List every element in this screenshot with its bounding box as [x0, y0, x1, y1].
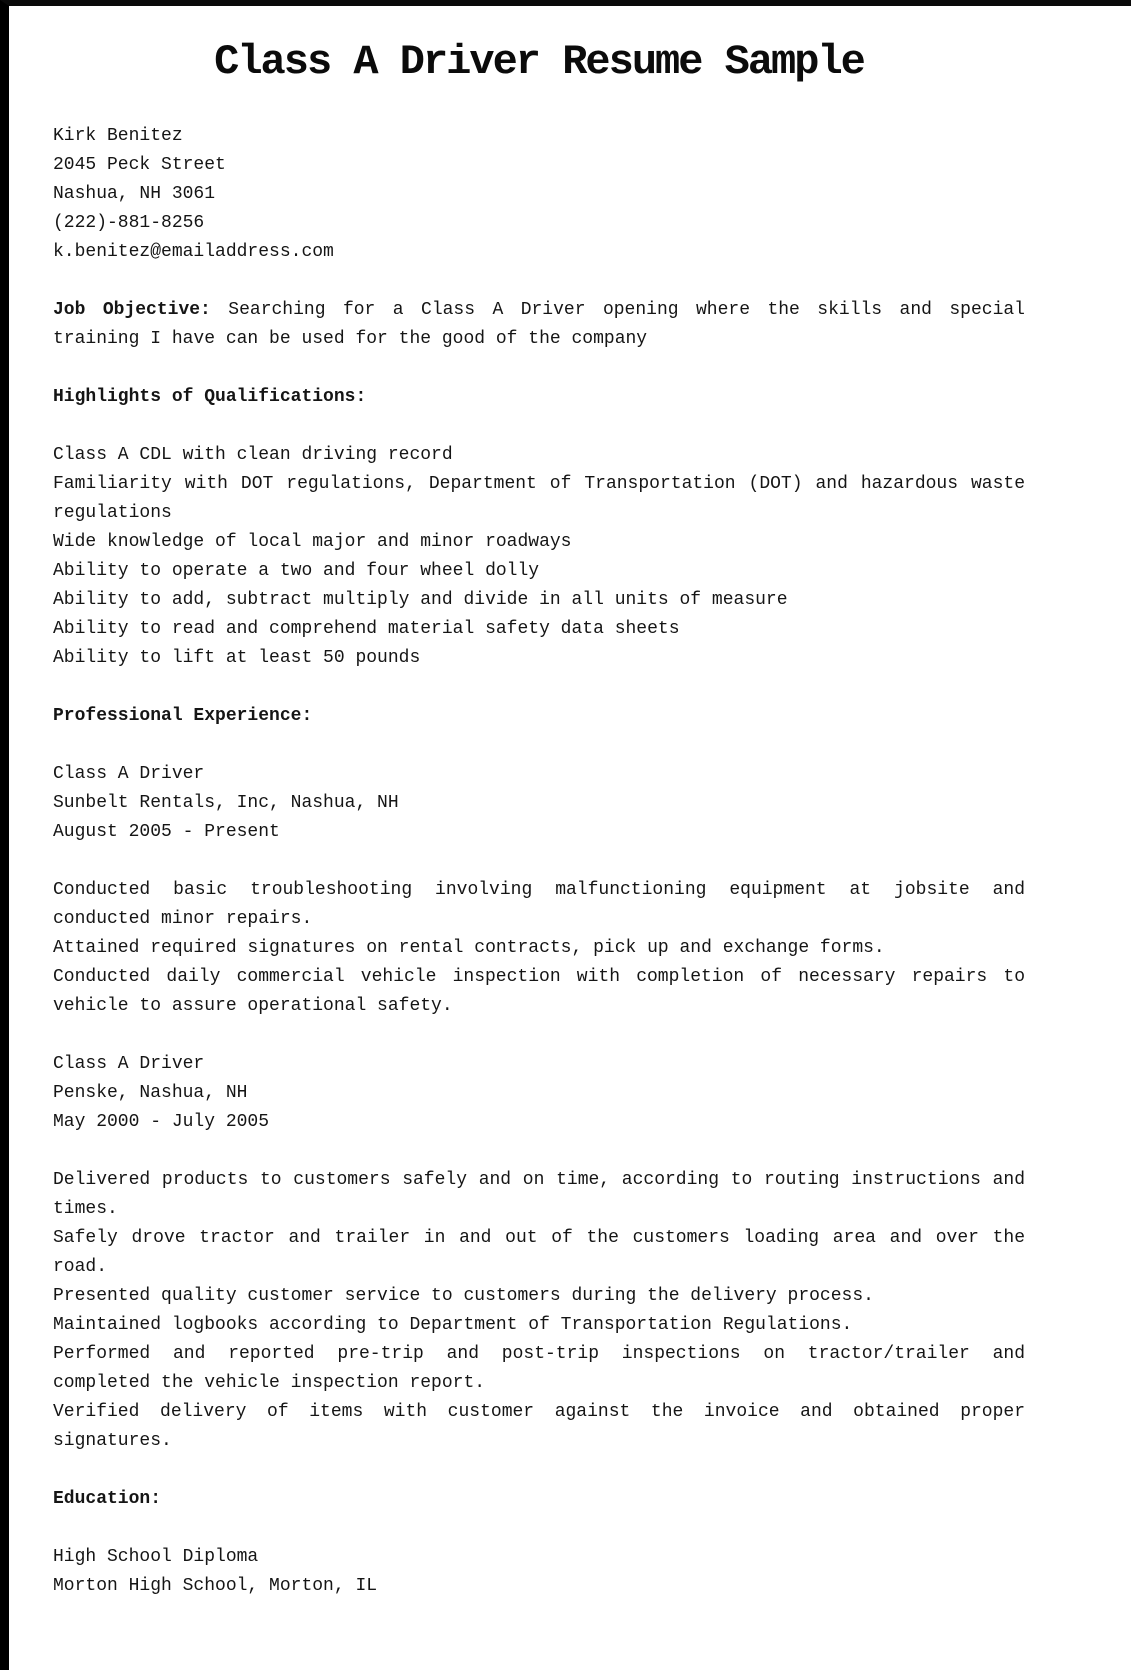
duty-item: Maintained logbooks according to Department of Transportation Regulations. [53, 1315, 853, 1335]
qualification-item: Ability to read and comprehend material safety data sheets [53, 619, 680, 639]
contact-email: k.benitez@emailaddress.com [53, 242, 334, 262]
duty-item: Attained required signatures on rental contracts, pick up and exchange forms. [53, 938, 885, 958]
job-header [53, 760, 1025, 847]
job-objective-label: Job Objective: [53, 300, 211, 320]
job-title: Class A Driver [53, 1054, 205, 1074]
duty-item: Conducted daily commercial vehicle inspection with completion of necessary repairs to vehicle to assure operational safety. [53, 967, 1025, 1016]
qualifications-heading: Highlights of Qualifications: [53, 387, 367, 407]
qualification-item: Ability to add, subtract multiply and divide in all units of measure [53, 590, 788, 610]
qualification-item: Familiarity with DOT regulations, Department of Transportation (DOT) and hazardous waste regulations [53, 474, 1036, 523]
duty-item: Performed and reported pre-trip and post-trip inspections on tractor/trailer and completed the vehicle inspection report. [53, 1344, 1025, 1393]
duty-item: Verified delivery of items with customer against the invoice and obtained proper signatures. [53, 1402, 1025, 1451]
qualification-item: Class A CDL with clean driving record [53, 445, 453, 465]
duty-item: Safely drove tractor and trailer in and out of the customers loading area and over the road. [53, 1228, 1025, 1277]
job-title: Class A Driver [53, 764, 205, 784]
education-school: Morton High School, Morton, IL [53, 1576, 378, 1596]
job-objective [53, 296, 1025, 354]
qualification-item: Wide knowledge of local major and minor roadways [53, 532, 572, 552]
contact-phone: (222)-881-8256 [53, 213, 205, 233]
job-duties [53, 876, 1025, 1021]
contact-name: Kirk Benitez [53, 126, 183, 146]
contact-street: 2045 Peck Street [53, 155, 226, 175]
experience-heading: Professional Experience: [53, 706, 313, 726]
job-objective-text: Searching for a Class A Driver opening where the skills and special training I have can be used for the good of the company [53, 300, 1025, 349]
job-company: Penske, Nashua, NH [53, 1083, 248, 1103]
duty-item: Presented quality customer service to customers during the delivery process. [53, 1286, 874, 1306]
duty-item: Conducted basic troubleshooting involving malfunctioning equipment at jobsite and conducted minor repairs. [53, 880, 1025, 929]
duty-item: Delivered products to customers safely and on time, according to routing instructions and times. [53, 1170, 1025, 1219]
job-company: Sunbelt Rentals, Inc, Nashua, NH [53, 793, 399, 813]
contact-block [53, 122, 1025, 267]
job-dates: August 2005 - Present [53, 822, 280, 842]
job-dates: May 2000 - July 2005 [53, 1112, 270, 1132]
education-heading: Education: [53, 1489, 162, 1509]
contact-city: Nashua, NH 3061 [53, 184, 216, 204]
qualification-item: Ability to lift at least 50 pounds [53, 648, 421, 668]
qualification-item: Ability to operate a two and four wheel dolly [53, 561, 540, 581]
job-duties [53, 1166, 1025, 1456]
education-degree: High School Diploma [53, 1547, 259, 1567]
job-header [53, 1050, 1025, 1137]
qualifications-list [53, 441, 1036, 673]
education-block [53, 1543, 1025, 1601]
page-title: Class A Driver Resume Sample [214, 38, 864, 86]
